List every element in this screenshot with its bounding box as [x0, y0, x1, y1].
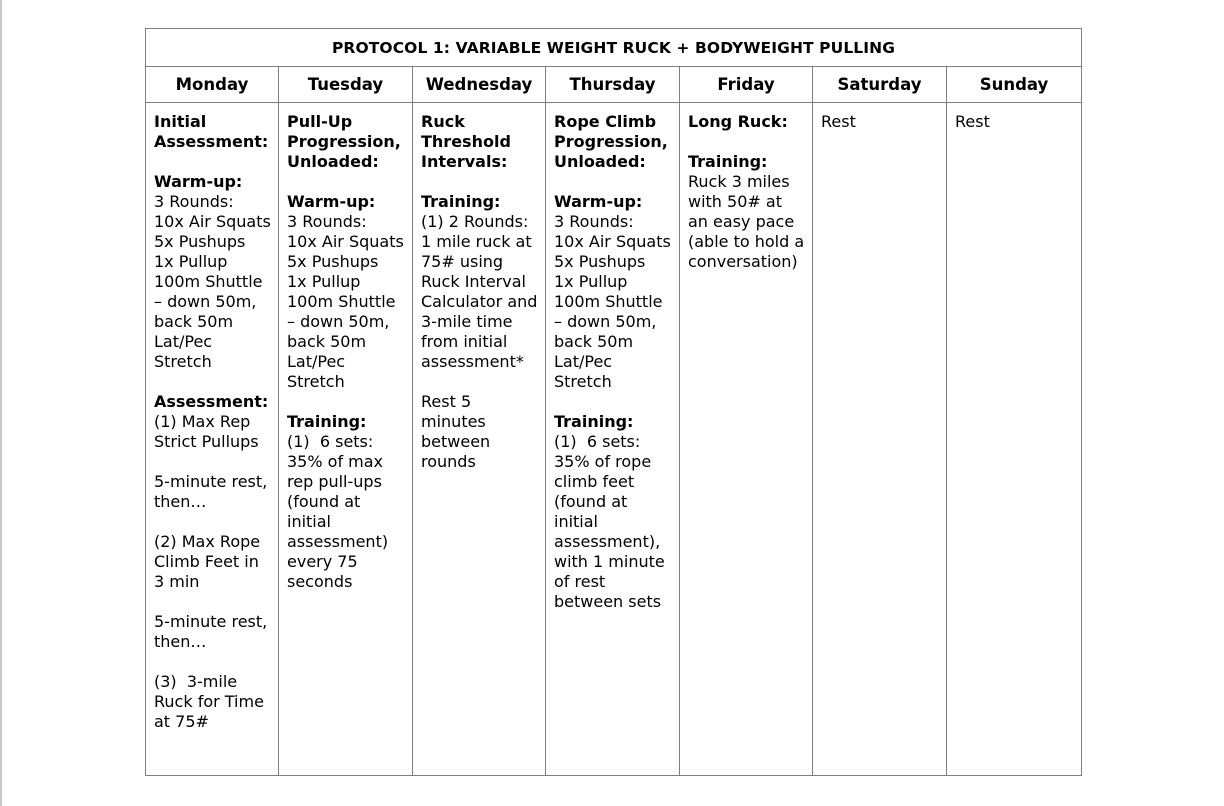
thursday-warmup-line: Lat/Pec Stretch [554, 352, 618, 391]
protocol-table [145, 28, 1082, 776]
monday-warmup-line: Lat/Pec Stretch [154, 332, 218, 371]
saturday-cell [813, 103, 947, 776]
day-header-tuesday: Tuesday [279, 67, 413, 103]
thursday-warmup-line: 5x Pushups [554, 252, 646, 271]
wednesday-rest-text: Rest 5 minutes between rounds [421, 392, 496, 471]
sunday-text: Rest [955, 112, 990, 131]
tuesday-warmup-line: Lat/Pec Stretch [287, 352, 351, 391]
tuesday-training-text: (1) 6 sets: 35% of max rep pull-ups (found at initial assessment) every 75 seconds [287, 432, 394, 591]
thursday-training-label: Training: [554, 412, 634, 431]
monday-warmup-line: 100m Shuttle – down 50m, back 50m [154, 272, 268, 331]
day-content-row [146, 103, 1082, 776]
tuesday-warmup-line: 1x Pullup [287, 272, 361, 291]
tuesday-cell [279, 103, 413, 776]
tuesday-warmup-line: 5x Pushups [287, 252, 379, 271]
thursday-warmup-line: 1x Pullup [554, 272, 628, 291]
thursday-warmup-label: Warm-up: [554, 192, 643, 211]
monday-assessment-item-1: (1) Max Rep Strict Pullups [154, 412, 259, 451]
day-header-monday: Monday [146, 67, 279, 103]
monday-warmup-line: 10x Air Squats [154, 212, 271, 231]
friday-cell [680, 103, 813, 776]
monday-assessment-label: Assessment: [154, 392, 269, 411]
monday-cell [146, 103, 279, 776]
thursday-warmup-line: 100m Shuttle – down 50m, back 50m [554, 292, 668, 351]
monday-assessment-item-3: (3) 3-mile Ruck for Time at 75# [154, 672, 270, 731]
day-header-sunday: Sunday [947, 67, 1082, 103]
thursday-heading: Rope Climb Progression, Unloaded: [554, 112, 674, 171]
table-title: PROTOCOL 1: VARIABLE WEIGHT RUCK + BODYWEIGHT PULLING [146, 29, 1082, 67]
tuesday-warmup-label: Warm-up: [287, 192, 376, 211]
thursday-cell [546, 103, 680, 776]
monday-rest-1: 5-minute rest, then… [154, 472, 273, 511]
wednesday-heading: Ruck Threshold Intervals: [421, 112, 517, 171]
friday-training-text: Ruck 3 miles with 50# at an easy pace (able to hold a conversation) [688, 172, 810, 271]
day-header-row [146, 67, 1082, 103]
friday-heading: Long Ruck: [688, 112, 788, 131]
tuesday-warmup-line: 10x Air Squats [287, 232, 404, 251]
title-row [146, 29, 1082, 67]
monday-rest-2: 5-minute rest, then… [154, 612, 273, 651]
saturday-text: Rest [821, 112, 856, 131]
friday-training-label: Training: [688, 152, 768, 171]
monday-warmup-label: Warm-up: [154, 172, 243, 191]
thursday-warmup-line: 3 Rounds: [554, 212, 634, 231]
day-header-wednesday: Wednesday [413, 67, 546, 103]
monday-warmup-line: 5x Pushups [154, 232, 246, 251]
tuesday-heading: Pull-Up Progression, Unloaded: [287, 112, 407, 171]
sunday-cell [947, 103, 1082, 776]
wednesday-training-text: (1) 2 Rounds: 1 mile ruck at 75# using Ruck Interval Calculator and 3-mile time from initial assessment* [421, 212, 543, 371]
wednesday-training-label: Training: [421, 192, 501, 211]
tuesday-warmup-line: 3 Rounds: [287, 212, 367, 231]
wednesday-cell [413, 103, 546, 776]
monday-assessment-item-2: (2) Max Rope Climb Feet in 3 min [154, 532, 266, 591]
tuesday-training-label: Training: [287, 412, 367, 431]
tuesday-warmup-line: 100m Shuttle – down 50m, back 50m [287, 292, 401, 351]
monday-warmup-line: 3 Rounds: [154, 192, 234, 211]
monday-warmup-line: 1x Pullup [154, 252, 228, 271]
page-edge [0, 0, 2, 806]
monday-heading: Initial Assessment: [154, 112, 269, 151]
day-header-friday: Friday [680, 67, 813, 103]
day-header-thursday: Thursday [546, 67, 680, 103]
thursday-training-text: (1) 6 sets: 35% of rope climb feet (found at initial assessment), with 1 minute of rest between sets [554, 432, 670, 611]
day-header-saturday: Saturday [813, 67, 947, 103]
thursday-warmup-line: 10x Air Squats [554, 232, 671, 251]
